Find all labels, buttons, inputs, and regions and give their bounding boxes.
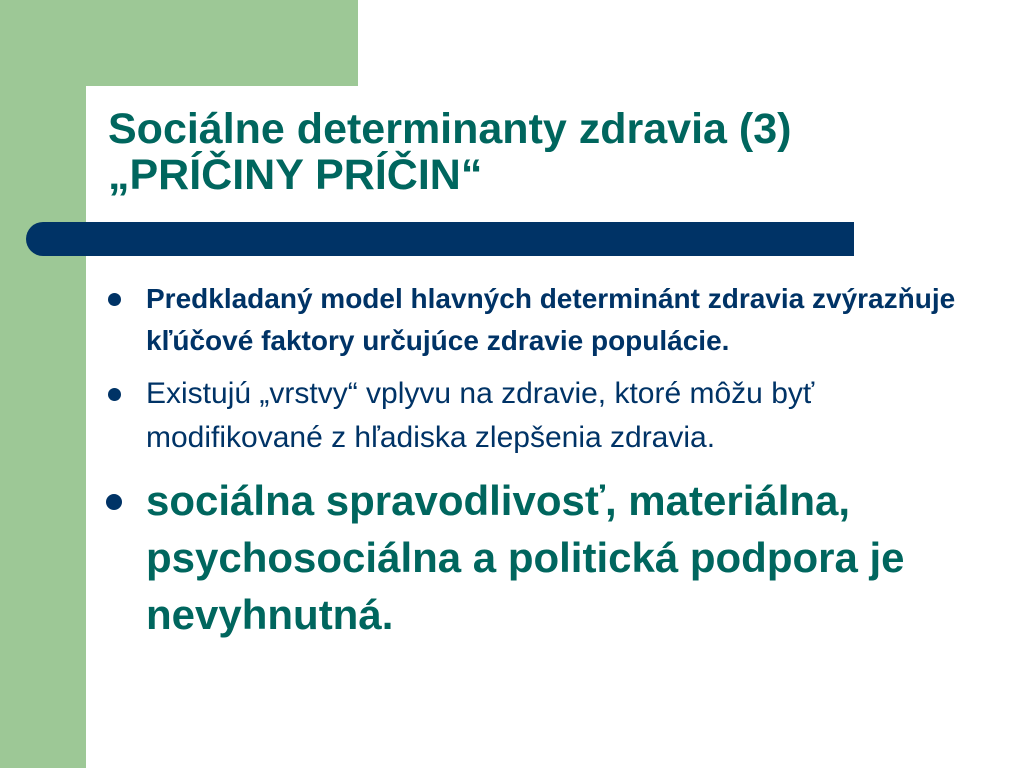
bullet-item bbox=[108, 472, 998, 643]
left-green-band bbox=[0, 0, 86, 768]
slide-title-line-1: Sociálne determinanty zdravia (3) bbox=[108, 105, 792, 153]
bullet-text: Existujú „vrstvy“ vplyvu na zdravie, ktoré môžu byť modifikované z hľadiska zlepšenia zdravia. bbox=[146, 377, 815, 454]
bullet-text: Predkladaný model hlavných determinánt zdravia zvýrazňuje kľúčové faktory určujúce zdravie populácie. bbox=[146, 283, 956, 356]
bullet-list bbox=[108, 278, 998, 653]
title-divider-bar bbox=[26, 222, 854, 256]
bullet-item bbox=[108, 372, 998, 460]
top-green-block bbox=[0, 0, 358, 86]
bullet-item bbox=[108, 278, 998, 362]
bullet-dot-icon bbox=[108, 388, 121, 401]
bullet-dot-icon bbox=[106, 494, 122, 510]
slide-title bbox=[108, 106, 1008, 198]
slide-title-line-2: „PRÍČINY PRÍČIN“ bbox=[108, 151, 483, 199]
bullet-dot-icon bbox=[108, 293, 121, 306]
bullet-text: sociálna spravodlivosť, materiálna, psychosociálna a politická podpora je nevyhnutná. bbox=[146, 477, 905, 638]
